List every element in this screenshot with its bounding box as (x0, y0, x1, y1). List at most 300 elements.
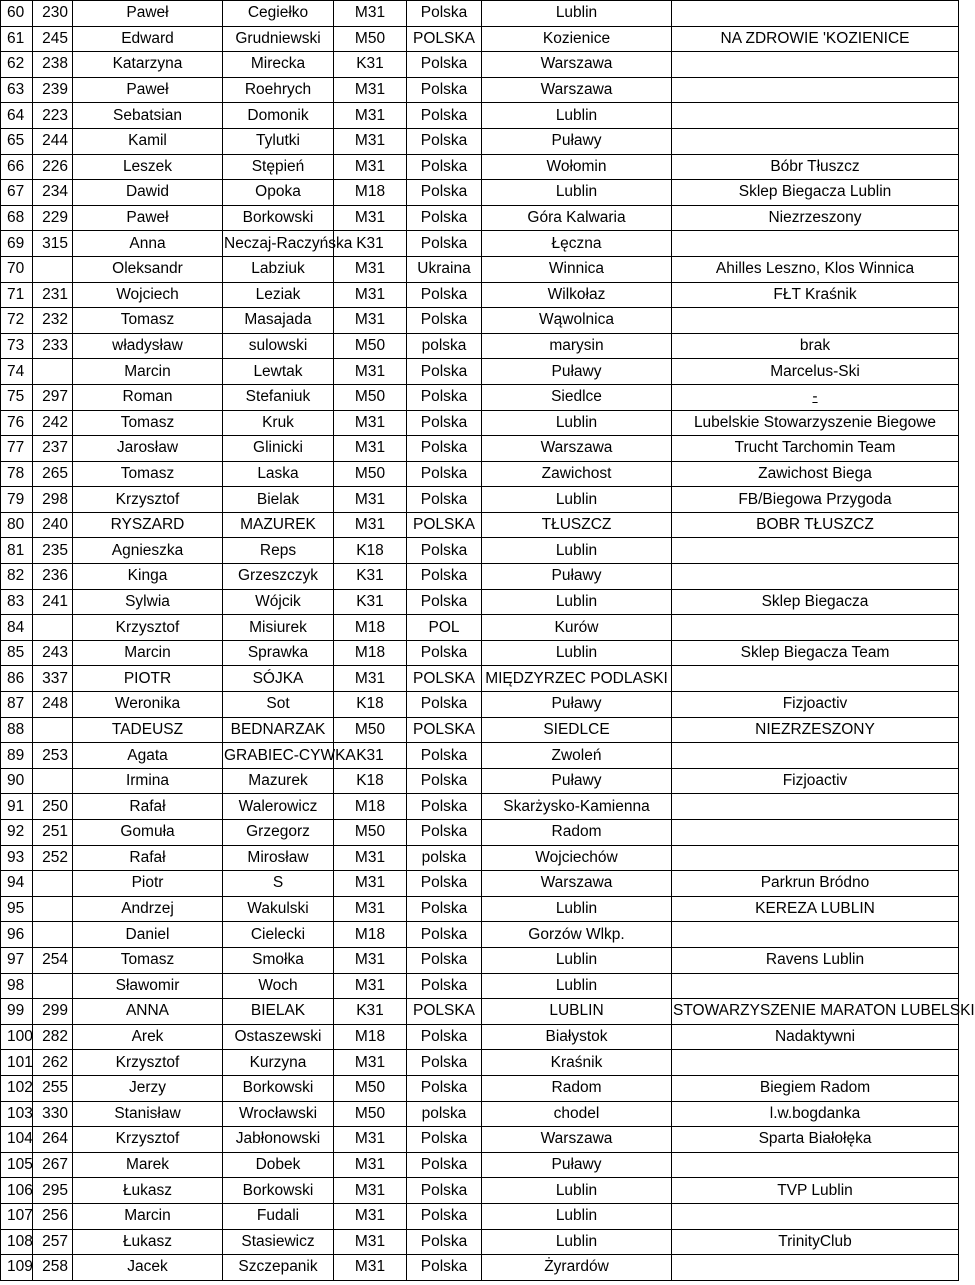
country-cell: Polska (407, 820, 482, 846)
city-cell: TŁUSZCZ (482, 512, 672, 538)
position-cell: 92 (1, 820, 33, 846)
country-cell: Polska (407, 1255, 482, 1281)
category-cell: M50 (334, 1075, 407, 1101)
last-name-cell: SÓJKA (223, 666, 334, 692)
first-name-cell: Piotr (73, 871, 223, 897)
table-row (1, 538, 959, 564)
table-row (1, 103, 959, 129)
first-name-cell: Jarosław (73, 436, 223, 462)
club-cell: Niezrzeszony (672, 205, 959, 231)
category-cell: K31 (334, 743, 407, 769)
first-name-cell: Krzysztof (73, 1050, 223, 1076)
club-cell: Marcelus-Ski (672, 359, 959, 385)
bib-cell: 234 (33, 180, 73, 206)
table-row (1, 180, 959, 206)
table-row (1, 154, 959, 180)
club-cell: Nadaktywni (672, 1024, 959, 1050)
position-cell: 88 (1, 717, 33, 743)
category-cell: M31 (334, 1050, 407, 1076)
country-cell: Polska (407, 947, 482, 973)
country-cell: Polska (407, 640, 482, 666)
country-cell: Polska (407, 180, 482, 206)
last-name-cell: Wakulski (223, 896, 334, 922)
category-cell: K18 (334, 692, 407, 718)
last-name-cell: Sot (223, 692, 334, 718)
first-name-cell: Stanisław (73, 1101, 223, 1127)
club-cell (672, 1152, 959, 1178)
last-name-cell: Ostaszewski (223, 1024, 334, 1050)
category-cell: M31 (334, 77, 407, 103)
table-row (1, 666, 959, 692)
category-cell: K31 (334, 231, 407, 257)
category-cell: M18 (334, 794, 407, 820)
first-name-cell: Tomasz (73, 947, 223, 973)
city-cell: Warszawa (482, 871, 672, 897)
first-name-cell: Marek (73, 1152, 223, 1178)
country-cell: Ukraina (407, 256, 482, 282)
first-name-cell: TADEUSZ (73, 717, 223, 743)
country-cell: Polska (407, 768, 482, 794)
first-name-cell: Marcin (73, 359, 223, 385)
club-cell (672, 666, 959, 692)
city-cell: Lublin (482, 487, 672, 513)
position-cell: 81 (1, 538, 33, 564)
table-row (1, 77, 959, 103)
first-name-cell: Edward (73, 26, 223, 52)
country-cell: POLSKA (407, 999, 482, 1025)
city-cell: chodel (482, 1101, 672, 1127)
city-cell: Lublin (482, 973, 672, 999)
category-cell: M31 (334, 845, 407, 871)
city-cell: Lublin (482, 410, 672, 436)
bib-cell: 330 (33, 1101, 73, 1127)
city-cell: Kozienice (482, 26, 672, 52)
bib-cell: 315 (33, 231, 73, 257)
last-name-cell: Neczaj-Raczyńska (223, 231, 334, 257)
position-cell: 85 (1, 640, 33, 666)
first-name-cell: Jerzy (73, 1075, 223, 1101)
last-name-cell: Laska (223, 461, 334, 487)
country-cell: POLSKA (407, 666, 482, 692)
category-cell: M31 (334, 1203, 407, 1229)
first-name-cell: Marcin (73, 1203, 223, 1229)
bib-cell: 230 (33, 1, 73, 27)
city-cell: Łęczna (482, 231, 672, 257)
position-cell: 82 (1, 564, 33, 590)
last-name-cell: Wrocławski (223, 1101, 334, 1127)
city-cell: Puławy (482, 128, 672, 154)
country-cell: Polska (407, 538, 482, 564)
category-cell: M31 (334, 896, 407, 922)
country-cell: Polska (407, 154, 482, 180)
club-cell: Sklep Biegacza (672, 589, 959, 615)
category-cell: M50 (334, 820, 407, 846)
club-cell: Sklep Biegacza Lublin (672, 180, 959, 206)
club-cell (672, 128, 959, 154)
bib-cell (33, 615, 73, 641)
table-row (1, 820, 959, 846)
first-name-cell: ANNA (73, 999, 223, 1025)
category-cell: K18 (334, 538, 407, 564)
club-cell: Trucht Tarchomin Team (672, 436, 959, 462)
category-cell: M31 (334, 436, 407, 462)
position-cell: 103 (1, 1101, 33, 1127)
city-cell: Radom (482, 1075, 672, 1101)
table-row (1, 487, 959, 513)
first-name-cell: Łukasz (73, 1229, 223, 1255)
last-name-cell: Cegiełko (223, 1, 334, 27)
club-cell: l.w.bogdanka (672, 1101, 959, 1127)
category-cell: M31 (334, 1152, 407, 1178)
category-cell: M31 (334, 410, 407, 436)
bib-cell: 282 (33, 1024, 73, 1050)
country-cell: Polska (407, 461, 482, 487)
last-name-cell: BEDNARZAK (223, 717, 334, 743)
country-cell: polska (407, 845, 482, 871)
first-name-cell: Krzysztof (73, 615, 223, 641)
category-cell: K31 (334, 999, 407, 1025)
last-name-cell: Grzeszczyk (223, 564, 334, 590)
city-cell: Skarżysko-Kamienna (482, 794, 672, 820)
table-row (1, 333, 959, 359)
first-name-cell: Paweł (73, 77, 223, 103)
club-cell (672, 308, 959, 334)
city-cell: Lublin (482, 896, 672, 922)
last-name-cell: Borkowski (223, 205, 334, 231)
last-name-cell: Opoka (223, 180, 334, 206)
city-cell: Lublin (482, 589, 672, 615)
position-cell: 98 (1, 973, 33, 999)
category-cell: M31 (334, 1229, 407, 1255)
country-cell: Polska (407, 589, 482, 615)
table-row (1, 947, 959, 973)
country-cell: Polska (407, 128, 482, 154)
country-cell: POLSKA (407, 512, 482, 538)
club-cell: - (672, 384, 959, 410)
bib-cell (33, 717, 73, 743)
club-cell: NA ZDROWIE 'KOZIENICE (672, 26, 959, 52)
club-cell (672, 845, 959, 871)
last-name-cell: S (223, 871, 334, 897)
country-cell: POLSKA (407, 26, 482, 52)
bib-cell (33, 256, 73, 282)
table-row (1, 794, 959, 820)
first-name-cell: Sebatsian (73, 103, 223, 129)
city-cell: Puławy (482, 1152, 672, 1178)
first-name-cell: Oleksandr (73, 256, 223, 282)
position-cell: 90 (1, 768, 33, 794)
city-cell: Warszawa (482, 77, 672, 103)
first-name-cell: Kinga (73, 564, 223, 590)
last-name-cell: Mazurek (223, 768, 334, 794)
position-cell: 79 (1, 487, 33, 513)
bib-cell: 262 (33, 1050, 73, 1076)
first-name-cell: RYSZARD (73, 512, 223, 538)
last-name-cell: Masajada (223, 308, 334, 334)
category-cell: M31 (334, 487, 407, 513)
country-cell: Polska (407, 282, 482, 308)
first-name-cell: PIOTR (73, 666, 223, 692)
category-cell: M31 (334, 1127, 407, 1153)
club-cell (672, 231, 959, 257)
position-cell: 78 (1, 461, 33, 487)
last-name-cell: Roehrych (223, 77, 334, 103)
table-row (1, 205, 959, 231)
category-cell: M18 (334, 922, 407, 948)
last-name-cell: BIELAK (223, 999, 334, 1025)
last-name-cell: MAZUREK (223, 512, 334, 538)
category-cell: M31 (334, 359, 407, 385)
first-name-cell: Krzysztof (73, 1127, 223, 1153)
city-cell: Puławy (482, 359, 672, 385)
city-cell: marysin (482, 333, 672, 359)
bib-cell: 239 (33, 77, 73, 103)
bib-cell: 235 (33, 538, 73, 564)
first-name-cell: Gomuła (73, 820, 223, 846)
country-cell: polska (407, 333, 482, 359)
table-row (1, 922, 959, 948)
country-cell: Polska (407, 871, 482, 897)
first-name-cell: Dawid (73, 180, 223, 206)
club-cell: Ravens Lublin (672, 947, 959, 973)
table-row (1, 1, 959, 27)
last-name-cell: Stefaniuk (223, 384, 334, 410)
category-cell: M18 (334, 1024, 407, 1050)
club-cell: TrinityClub (672, 1229, 959, 1255)
first-name-cell: Weronika (73, 692, 223, 718)
last-name-cell: Domonik (223, 103, 334, 129)
category-cell: M31 (334, 871, 407, 897)
position-cell: 99 (1, 999, 33, 1025)
city-cell: MIĘDZYRZEC PODLASKI (482, 666, 672, 692)
country-cell: POLSKA (407, 717, 482, 743)
first-name-cell: Łukasz (73, 1178, 223, 1204)
club-cell (672, 1255, 959, 1281)
category-cell: M31 (334, 666, 407, 692)
club-cell: Fizjoactiv (672, 768, 959, 794)
position-cell: 104 (1, 1127, 33, 1153)
table-row (1, 896, 959, 922)
last-name-cell: Sprawka (223, 640, 334, 666)
club-cell: Lubelskie Stowarzyszenie Biegowe (672, 410, 959, 436)
bib-cell: 265 (33, 461, 73, 487)
club-cell: FŁT Kraśnik (672, 282, 959, 308)
category-cell: M31 (334, 205, 407, 231)
table-row (1, 871, 959, 897)
table-row (1, 1178, 959, 1204)
position-cell: 68 (1, 205, 33, 231)
first-name-cell: Marcin (73, 640, 223, 666)
last-name-cell: Mirecka (223, 52, 334, 78)
club-cell (672, 1, 959, 27)
city-cell: Gorzów Wlkp. (482, 922, 672, 948)
bib-cell: 242 (33, 410, 73, 436)
table-row (1, 845, 959, 871)
position-cell: 95 (1, 896, 33, 922)
last-name-cell: Grudniewski (223, 26, 334, 52)
category-cell: M50 (334, 1101, 407, 1127)
last-name-cell: Leziak (223, 282, 334, 308)
position-cell: 61 (1, 26, 33, 52)
country-cell: Polska (407, 205, 482, 231)
club-cell (672, 52, 959, 78)
last-name-cell: Labziuk (223, 256, 334, 282)
first-name-cell: Andrzej (73, 896, 223, 922)
last-name-cell: Stępień (223, 154, 334, 180)
table-row (1, 999, 959, 1025)
last-name-cell: Misiurek (223, 615, 334, 641)
first-name-cell: Irmina (73, 768, 223, 794)
club-cell: Parkrun Bródno (672, 871, 959, 897)
table-row (1, 768, 959, 794)
city-cell: Winnica (482, 256, 672, 282)
last-name-cell: Woch (223, 973, 334, 999)
city-cell: Radom (482, 820, 672, 846)
country-cell: Polska (407, 743, 482, 769)
position-cell: 86 (1, 666, 33, 692)
table-row (1, 973, 959, 999)
club-cell: STOWARZYSZENIE MARATON LUBELSKI (672, 999, 959, 1025)
club-cell (672, 564, 959, 590)
first-name-cell: Jacek (73, 1255, 223, 1281)
category-cell: M31 (334, 282, 407, 308)
table-row (1, 1050, 959, 1076)
bib-cell: 233 (33, 333, 73, 359)
position-cell: 91 (1, 794, 33, 820)
country-cell: Polska (407, 77, 482, 103)
last-name-cell: Stasiewicz (223, 1229, 334, 1255)
position-cell: 107 (1, 1203, 33, 1229)
city-cell: Lublin (482, 947, 672, 973)
country-cell: Polska (407, 794, 482, 820)
category-cell: M31 (334, 154, 407, 180)
table-row (1, 308, 959, 334)
bib-cell: 226 (33, 154, 73, 180)
bib-cell: 257 (33, 1229, 73, 1255)
position-cell: 101 (1, 1050, 33, 1076)
last-name-cell: Glinicki (223, 436, 334, 462)
position-cell: 105 (1, 1152, 33, 1178)
category-cell: M31 (334, 947, 407, 973)
table-row (1, 692, 959, 718)
table-row (1, 1152, 959, 1178)
city-cell: Wołomin (482, 154, 672, 180)
category-cell: M50 (334, 461, 407, 487)
country-cell: Polska (407, 1127, 482, 1153)
last-name-cell: Reps (223, 538, 334, 564)
first-name-cell: Anna (73, 231, 223, 257)
category-cell: M50 (334, 717, 407, 743)
category-cell: M31 (334, 1255, 407, 1281)
country-cell: Polska (407, 564, 482, 590)
country-cell: POL (407, 615, 482, 641)
bib-cell: 241 (33, 589, 73, 615)
category-cell: M31 (334, 1178, 407, 1204)
city-cell: Żyrardów (482, 1255, 672, 1281)
country-cell: Polska (407, 1075, 482, 1101)
club-cell (672, 743, 959, 769)
first-name-cell: Rafał (73, 794, 223, 820)
bib-cell: 238 (33, 52, 73, 78)
city-cell: Lublin (482, 1178, 672, 1204)
position-cell: 65 (1, 128, 33, 154)
city-cell: Warszawa (482, 52, 672, 78)
club-cell: Zawichost Biega (672, 461, 959, 487)
table-row (1, 615, 959, 641)
bib-cell (33, 871, 73, 897)
first-name-cell: Arek (73, 1024, 223, 1050)
category-cell: M50 (334, 26, 407, 52)
club-cell (672, 820, 959, 846)
bib-cell (33, 922, 73, 948)
bib-cell: 237 (33, 436, 73, 462)
city-cell: Warszawa (482, 1127, 672, 1153)
club-cell (672, 1203, 959, 1229)
position-cell: 89 (1, 743, 33, 769)
city-cell: Puławy (482, 692, 672, 718)
position-cell: 97 (1, 947, 33, 973)
city-cell: Puławy (482, 564, 672, 590)
table-row (1, 410, 959, 436)
city-cell: Zawichost (482, 461, 672, 487)
category-cell: M18 (334, 180, 407, 206)
country-cell: Polska (407, 487, 482, 513)
bib-cell: 240 (33, 512, 73, 538)
bib-cell: 295 (33, 1178, 73, 1204)
table-row (1, 717, 959, 743)
first-name-cell: Kamil (73, 128, 223, 154)
last-name-cell: Mirosław (223, 845, 334, 871)
last-name-cell: Borkowski (223, 1075, 334, 1101)
position-cell: 66 (1, 154, 33, 180)
first-name-cell: Rafał (73, 845, 223, 871)
category-cell: M18 (334, 615, 407, 641)
position-cell: 72 (1, 308, 33, 334)
first-name-cell: Agata (73, 743, 223, 769)
city-cell: Białystok (482, 1024, 672, 1050)
country-cell: Polska (407, 1050, 482, 1076)
city-cell: Kraśnik (482, 1050, 672, 1076)
category-cell: K18 (334, 768, 407, 794)
table-row (1, 256, 959, 282)
position-cell: 71 (1, 282, 33, 308)
club-cell (672, 794, 959, 820)
city-cell: Góra Kalwaria (482, 205, 672, 231)
club-cell (672, 922, 959, 948)
first-name-cell: Krzysztof (73, 487, 223, 513)
city-cell: Lublin (482, 180, 672, 206)
category-cell: M18 (334, 640, 407, 666)
category-cell: M31 (334, 512, 407, 538)
first-name-cell: Leszek (73, 154, 223, 180)
first-name-cell: Paweł (73, 1, 223, 27)
first-name-cell: Wojciech (73, 282, 223, 308)
first-name-cell: Sylwia (73, 589, 223, 615)
club-cell: Biegiem Radom (672, 1075, 959, 1101)
position-cell: 69 (1, 231, 33, 257)
first-name-cell: Tomasz (73, 461, 223, 487)
position-cell: 60 (1, 1, 33, 27)
last-name-cell: Fudali (223, 1203, 334, 1229)
first-name-cell: Daniel (73, 922, 223, 948)
country-cell: Polska (407, 1203, 482, 1229)
results-body (1, 1, 975, 1281)
category-cell: M50 (334, 384, 407, 410)
category-cell: M31 (334, 973, 407, 999)
club-cell: Sklep Biegacza Team (672, 640, 959, 666)
city-cell: Lublin (482, 103, 672, 129)
last-name-cell: Bielak (223, 487, 334, 513)
